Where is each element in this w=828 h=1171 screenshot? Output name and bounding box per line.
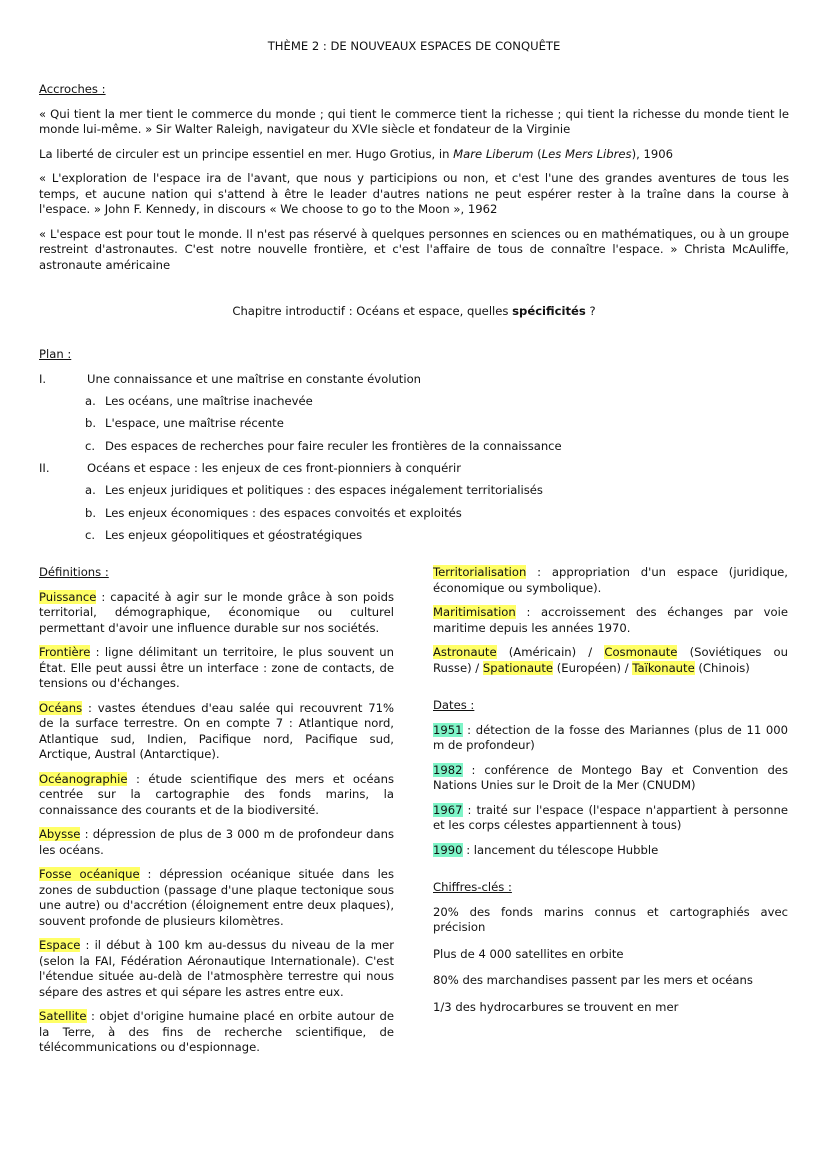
date-text: : traité sur l'espace (l'espace n'appartient à personne et les corps célestes appartiennent à tous) xyxy=(433,802,788,832)
date-year: 1982 xyxy=(433,762,463,777)
quote-text: La liberté de circuler est un principe essentiel en mer. Hugo Grotius, in xyxy=(39,146,454,161)
plan-item-number: II. xyxy=(39,461,50,476)
plan-item-number: b. xyxy=(85,505,97,520)
definition-text: : étude scientifique des mers et océans centrée sur la cartographie des fonds marins, la connaissance des courants et de la biodiversité. xyxy=(39,771,394,817)
plan-item-text: Les océans, une maîtrise inachevée xyxy=(105,393,313,408)
plan-item-text: Océans et espace : les enjeux de ces front-pionniers à conquérir xyxy=(87,461,461,476)
chapter-title xyxy=(0,304,828,320)
definition-text: : vastes étendues d'eau salée qui recouvrent 71% de la surface terrestre. On en compte 7 : Atlantique nord, Atlantique sud, Indien, Pacifique nord, Pacifique sud, Arctique, Austral (Antarctique). xyxy=(39,700,394,761)
right-column xyxy=(433,565,788,1026)
definition-text: : dépression océanique située dans les zones de subduction (passage d'une plaque tectonique sous une autre) ou d'accrétion (éloignement entre deux plaques), souvent profonde de plusieurs kilomètres. xyxy=(39,867,394,928)
definition-item xyxy=(39,701,394,763)
plan-item-number: b. xyxy=(85,416,97,431)
plan-item-number: I. xyxy=(39,371,47,386)
plan-item xyxy=(39,506,789,528)
key-figure: 1/3 des hydrocarbures se trouvent en mer xyxy=(433,999,679,1014)
date-text: : conférence de Montego Bay et Convention des Nations Unies sur le Droit de la Mer (CNUDM) xyxy=(433,762,788,792)
definition-term: Puissance xyxy=(39,589,97,604)
page-title: THÈME 2 : DE NOUVEAUX ESPACES DE CONQUÊTE xyxy=(267,39,561,53)
plan-item-text: L'espace, une maîtrise récente xyxy=(105,416,284,431)
book-title-translation: Les Mers Libres xyxy=(541,146,632,161)
date-text: : détection de la fosse des Mariannes (plus de 11 000 m de profondeur) xyxy=(433,722,788,752)
naut-text: (Soviétiques ou Russe) / xyxy=(433,645,788,675)
plan-heading: Plan : xyxy=(39,347,72,361)
date-year: 1967 xyxy=(433,802,463,817)
definition-text: : objet d'origine humaine placé en orbite autour de la Terre, à des fins de recherche scientifique, de télécommunications ou d'espionnage. xyxy=(39,1009,394,1054)
definition-text: : dépression de plus de 3 000 m de profondeur dans les océans. xyxy=(39,827,394,857)
quote-text: ( xyxy=(533,146,542,161)
date-item xyxy=(433,843,788,859)
naut-definitions xyxy=(433,645,788,676)
definition-text: : il début à 100 km au-dessus du niveau de la mer (selon la FAI, Fédération Aéronautique Internationale). C'est l'étendue située au-delà de l'atmosphère terrestre qui nous sépare des astres et qui sépare les astres entre eux. xyxy=(39,938,394,999)
definition-term: Océanographie xyxy=(39,771,128,786)
quote-text: ), 1906 xyxy=(631,146,673,161)
chapter-text: Chapitre introductif : Océans et espace, quelles xyxy=(232,304,513,318)
naut-term: Spationaute xyxy=(482,660,554,675)
definition-text: : accroissement des échanges par voie maritime depuis les années 1970. xyxy=(433,605,788,635)
date-year: 1990 xyxy=(433,842,463,857)
definition-item xyxy=(39,827,394,858)
plan-item-text: Les enjeux économiques : des espaces convoités et exploités xyxy=(105,505,462,520)
definition-text: : ligne délimitant un territoire, le plus souvent un État. Elle peut aussi être un interface : zone de contacts, de tensions ou d'échanges. xyxy=(39,645,394,690)
figures-heading: Chiffres-clés : xyxy=(433,880,512,894)
definition-item xyxy=(39,645,394,692)
quote-mcauliffe: « L'espace est pour tout le monde. Il n'est pas réservé à quelques personnes en sciences ou en mathématiques, ou à un groupe restreint d'astronautes. C'est notre nouvelle frontière, et c'est l'affaire de tous de connaître l'espace. » Christa McAuliffe, astronaute américaine xyxy=(39,226,789,272)
plan-item-number: c. xyxy=(85,438,96,453)
chapter-bold: spécificités xyxy=(512,304,586,318)
book-title: Mare Liberum xyxy=(453,146,534,161)
definition-text: : appropriation d'un espace (juridique, économique ou symbolique). xyxy=(433,565,788,595)
plan-item xyxy=(39,416,789,438)
plan-item xyxy=(39,461,789,483)
plan-item-number: c. xyxy=(85,528,96,543)
definition-term: Océans xyxy=(39,700,83,715)
chapter-text: ? xyxy=(585,304,596,318)
plan-item-number: a. xyxy=(85,483,96,498)
plan-item-text: Les enjeux juridiques et politiques : des espaces inégalement territorialisés xyxy=(105,483,543,498)
quote-kennedy: « L'exploration de l'espace ira de l'avant, que nous y participions ou non, et c'est l'une des grandes aventures de tous les temps, et aucune nation qui s'attend à être le leader d'autres nations ne peut espérer rester à la traîne dans la course à l'espace. » John F. Kennedy, in discours « We choose to go to the Moon », 1962 xyxy=(39,171,789,216)
plan-item xyxy=(39,439,789,461)
definition-term: Fosse océanique xyxy=(39,867,140,881)
naut-term: Astronaute xyxy=(433,645,497,659)
definition-item xyxy=(39,1009,394,1056)
definition-item xyxy=(39,867,394,929)
key-figure: Plus de 4 000 satellites en orbite xyxy=(433,946,624,961)
plan-item xyxy=(39,528,789,550)
key-figure: 80% des marchandises passent par les mers et océans xyxy=(433,973,753,987)
plan-item xyxy=(39,483,789,505)
definition-term: Territorialisation xyxy=(433,565,527,579)
plan-item-text: Des espaces de recherches pour faire reculer les frontières de la connaissance xyxy=(105,438,562,453)
date-year: 1951 xyxy=(433,722,463,737)
definition-term: Espace xyxy=(39,938,81,952)
quote-raleigh: « Qui tient la mer tient le commerce du monde ; qui tient le commerce tient la richesse ; qui tient la richesse du monde tient le monde lui-même. » Sir Walter Raleigh, navigateur du XVIe siècle et fondateur de la Virginie xyxy=(39,106,789,136)
plan-item-text: Les enjeux géopolitiques et géostratégiques xyxy=(105,528,363,543)
quote-grotius xyxy=(39,147,789,163)
plan-item xyxy=(39,394,789,416)
naut-text: (Européen) / xyxy=(553,660,633,675)
date-item xyxy=(433,723,788,754)
dates-heading: Dates : xyxy=(433,698,475,712)
definitions-left-column xyxy=(39,565,394,1065)
naut-text: (Américain) / xyxy=(496,645,605,659)
definition-term: Maritimisation xyxy=(433,605,516,619)
naut-text: (Chinois) xyxy=(694,660,750,675)
plan-section xyxy=(39,347,789,551)
definition-item xyxy=(433,565,788,596)
date-item xyxy=(433,803,788,834)
key-figure: 20% des fonds marins connus et cartographiés avec précision xyxy=(433,904,788,934)
date-item xyxy=(433,763,788,794)
definition-item xyxy=(433,605,788,636)
definition-item xyxy=(39,772,394,819)
definition-item xyxy=(39,590,394,637)
definition-term: Satellite xyxy=(39,1009,87,1023)
naut-term: Cosmonaute xyxy=(604,645,678,659)
accroches-section xyxy=(39,82,789,282)
plan-item-text: Une connaissance et une maîtrise en constante évolution xyxy=(87,371,422,386)
definition-text: : capacité à agir sur le monde grâce à son poids territorial, démographique, économique ou culturel permettant d'avoir une influence durable sur nos sociétés. xyxy=(39,589,394,635)
plan-item xyxy=(39,372,789,394)
date-text: : lancement du télescope Hubble xyxy=(462,842,659,857)
accroches-heading: Accroches : xyxy=(39,82,106,96)
definition-term: Abysse xyxy=(39,827,81,841)
definitions-heading: Définitions : xyxy=(39,565,109,579)
plan-item-number: a. xyxy=(85,393,96,408)
definition-item xyxy=(39,938,394,1000)
definition-term: Frontière xyxy=(39,645,91,659)
naut-term: Taïkonaute xyxy=(632,660,695,675)
